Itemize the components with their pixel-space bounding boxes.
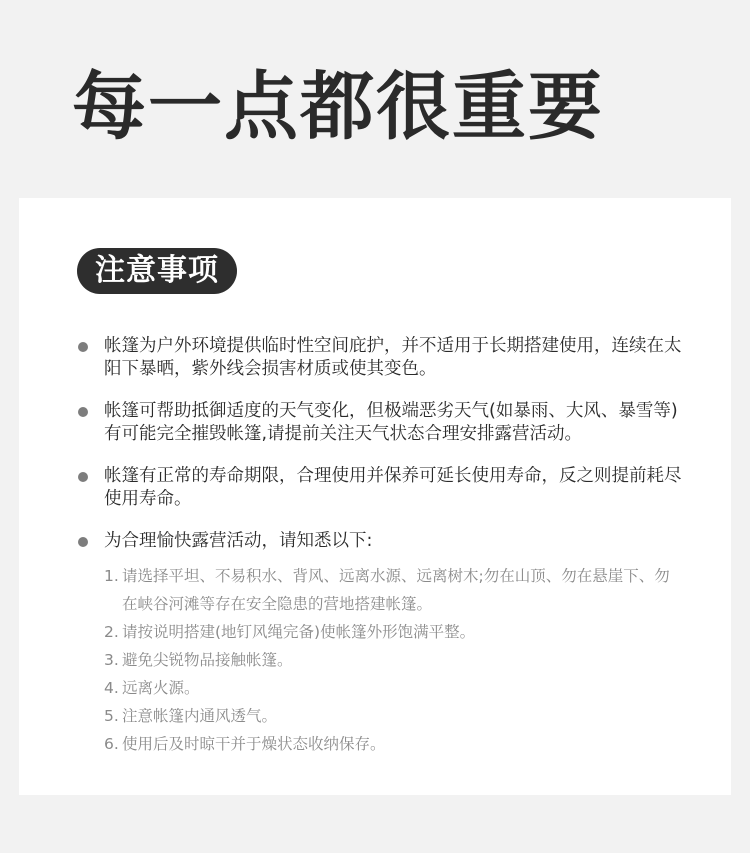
tip-item <box>104 562 683 618</box>
tip-item <box>104 646 683 674</box>
note-item <box>78 530 683 758</box>
bullet-icon <box>78 407 88 417</box>
page-title: 每一点都很重要 <box>72 64 604 150</box>
tip-number: 4. <box>104 679 119 697</box>
tip-text: 避免尖锐物品接触帐篷。 <box>122 651 293 669</box>
note-item <box>78 400 683 446</box>
tip-text: 注意帐篷内通风透气。 <box>122 707 278 725</box>
notes-list <box>78 335 683 777</box>
notice-card <box>19 198 731 795</box>
note-item <box>78 335 683 381</box>
tip-item <box>104 730 683 758</box>
note-item <box>78 465 683 511</box>
tip-item <box>104 674 683 702</box>
bullet-icon <box>78 342 88 352</box>
tip-item <box>104 702 683 730</box>
tip-item <box>104 618 683 646</box>
tip-number: 2. <box>104 623 119 641</box>
note-text: 帐篷为户外环境提供临时性空间庇护，并不适用于长期搭建使用，连续在太阳下暴晒，紫外线会损害材质或使其变色。 <box>104 336 682 379</box>
tip-number: 6. <box>104 735 119 753</box>
section-label: 注意事项 <box>77 248 237 294</box>
tips-list <box>104 562 683 758</box>
tip-text: 请按说明搭建(地钉风绳完备)使帐篷外形饱满平整。 <box>122 623 476 641</box>
tip-text: 请选择平坦、不易积水、背风、远离水源、远离树木;勿在山顶、勿在悬崖下、勿在峡谷河滩等存在安全隐患的营地搭建帐篷。 <box>122 567 670 613</box>
tip-number: 3. <box>104 651 119 669</box>
tip-text: 使用后及时晾干并于燥状态收纳保存。 <box>122 735 386 753</box>
note-text: 帐篷有正常的寿命期限，合理使用并保养可延长使用寿命，反之则提前耗尽使用寿命。 <box>104 466 682 509</box>
note-text: 为合理愉快露营活动，请知悉以下: <box>104 531 373 551</box>
tip-text: 远离火源。 <box>122 679 200 697</box>
bullet-icon <box>78 537 88 547</box>
note-text: 帐篷可帮助抵御适度的天气变化，但极端恶劣天气(如暴雨、大风、暴雪等)有可能完全摧毁帐篷,请提前关注天气状态合理安排露营活动。 <box>104 401 678 444</box>
bullet-icon <box>78 472 88 482</box>
tip-number: 1. <box>104 567 119 585</box>
tip-number: 5. <box>104 707 119 725</box>
